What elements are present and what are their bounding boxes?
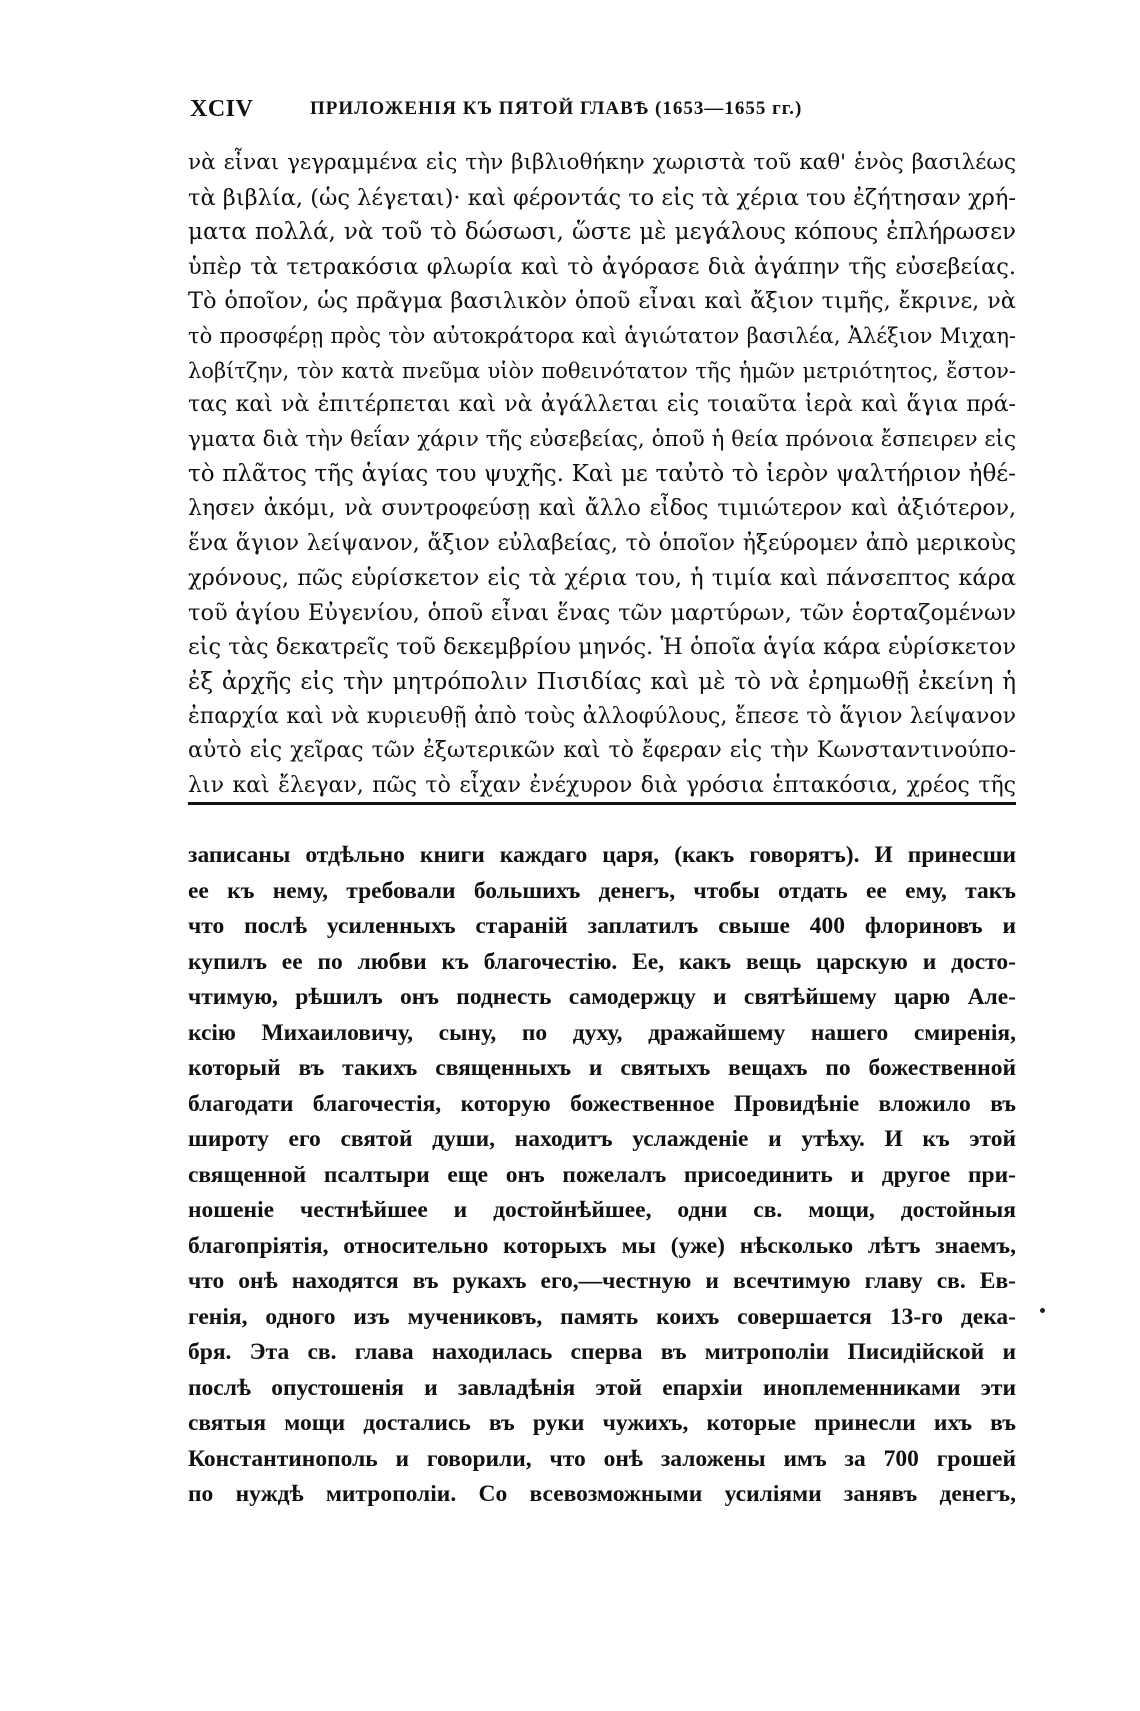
- russian-line: купилъ ее по любви къ благочестію. Ее, какъ вещь царскую и досто-: [188, 948, 1016, 975]
- russian-line: благопріятія, относительно которыхъ мы (уже) нѣсколько лѣтъ знаемъ,: [188, 1232, 1016, 1259]
- running-head: [190, 96, 1020, 126]
- russian-line: святыя мощи достались въ руки чужихъ, которые принесли ихъ въ: [188, 1410, 1016, 1436]
- section-divider: [188, 802, 1016, 805]
- greek-line: τας καὶ νὰ ἐπιτέρπεται καὶ νὰ ἀγάλλεται εἰς τοιαῦτα ἱερὰ καὶ ἅγια πρά-: [188, 392, 1016, 418]
- margin-mark: [1040, 1308, 1045, 1313]
- russian-line: что онѣ находятся въ рукахъ его,—честную и всечтимую главу св. Ев-: [188, 1268, 1016, 1294]
- russian-line: широту его святой души, находитъ услажденіе и утѣху. И къ этой: [188, 1126, 1016, 1152]
- russian-line: ее къ нему, требовали большихъ денегъ, чтобы отдать ее ему, такъ: [188, 877, 1016, 904]
- greek-line: λοβίτζην, τὸν κατὰ πνεῦμα υἱὸν ποθεινότατον τῆς ἡμῶν μετριότητος, ἔστον-: [188, 358, 1016, 383]
- russian-line: генія, одного изъ мучениковъ, память коихъ совершается 13-го дека-: [188, 1303, 1016, 1330]
- russian-line: который въ такихъ священныхъ и святыхъ вещахъ по божественной: [188, 1055, 1016, 1081]
- greek-line: τοῦ ἁγίου Εὐγενίου, ὁποῦ εἶναι ἕνας τῶν μαρτύρων, τῶν ἑορταζομένων: [188, 599, 1016, 626]
- russian-line: чтимую, рѣшилъ онъ поднесть самодержцу и святѣйшему царю Але-: [188, 984, 1016, 1010]
- greek-line: εἰς τὰς δεκατρεῖς τοῦ δεκεμβρίου μηνός. Ἡ ὁποῖα ἁγία κάρα εὑρίσκετον: [188, 634, 1016, 661]
- greek-line: τὸ πλᾶτος τῆς ἁγίας του ψυχῆς. Καὶ με ταὐτὸ τὸ ἱερὸν ψαλτήριον ἠθέ-: [188, 461, 1016, 488]
- greek-line: ματα πολλά, νὰ τοῦ τὸ δώσωσι, ὥστε μὲ μεγάλους κόπους ἐπλήρωσεν: [188, 219, 1016, 246]
- greek-line: λησεν ἀκόμι, νὰ συντροφεύσῃ καὶ ἄλλο εἶδος τιμιώτερον καὶ ἀξιότερον,: [188, 495, 1016, 521]
- greek-line: γματα διὰ τὴν θεΐαν χάριν τῆς εὐσεβείας, ὁποῦ ἡ θεία πρόνοια ἔσπειρεν εἰς: [188, 426, 1016, 452]
- russian-translation-block: [188, 838, 1016, 1513]
- page-number: XCIV: [190, 96, 254, 122]
- russian-line: священной псалтыри еще онъ пожелалъ присоединить и другое при-: [188, 1161, 1016, 1188]
- russian-line: благодати благочестія, которую божественное Провидѣніе вложило въ: [188, 1090, 1016, 1117]
- greek-line: τὰ βιβλία, (ὡς λέγεται)· καὶ φέροντάς το εἰς τὰ χέρια του ἐζήτησαν χρή-: [188, 184, 1016, 211]
- russian-line: по нуждѣ митрополіи. Со всевозможными усиліями занявъ денегъ,: [188, 1481, 1016, 1507]
- greek-line: νὰ εἶναι γεγραμμένα εἰς τὴν βιβλιοθήκην χωριστὰ τοῦ καθ' ἑνὸς βασιλέως: [188, 150, 1016, 175]
- russian-line: бря. Эта св. глава находилась сперва въ митрополіи Писидійской и: [188, 1339, 1016, 1365]
- greek-line: αὐτὸ εἰς χεῖρας τῶν ἐξωτερικῶν καὶ τὸ ἔφεραν εἰς τὴν Κωνσταντινούπο-: [188, 738, 1016, 764]
- greek-line: Τὸ ὁποῖον, ὡς πρᾶγμα βασιλικὸν ὁποῦ εἶναι καὶ ἄξιον τιμῆς, ἔκρινε, νὰ: [188, 288, 1016, 315]
- greek-line: χρόνους, πῶς εὑρίσκετον εἰς τὰ χέρια του, ἡ τιμία καὶ πάνσεπτος κάρα: [188, 565, 1016, 592]
- russian-line: что послѣ усиленныхъ стараній заплатилъ свыше 400 флориновъ и: [188, 913, 1016, 939]
- russian-line: послѣ опустошенія и завладѣнія этой епархіи иноплеменниками эти: [188, 1374, 1016, 1401]
- greek-line: ὑπὲρ τὰ τετρακόσια φλωρία καὶ τὸ ἀγόρασε διὰ ἀγάπην τῆς εὐσεβείας.: [188, 253, 1016, 280]
- russian-line: ксію Михаиловичу, сыну, по духу, дражайшему нашего смиренія,: [188, 1019, 1016, 1046]
- russian-line: записаны отдѣльно книги каждаго царя, (какъ говорятъ). И принесши: [188, 842, 1016, 868]
- russian-line: ношеніе честнѣйшее и достойнѣйшее, одни св. мощи, достойныя: [188, 1197, 1016, 1223]
- running-title: ПРИЛОЖЕНІЯ КЪ ПЯТОЙ ГЛАВѢ (1653—1655 гг.): [310, 98, 803, 119]
- greek-text-block: [188, 146, 1016, 803]
- greek-line: λιν καὶ ἔλεγαν, πῶς τὸ εἶχαν ἐνέχυρον διὰ γρόσια ἑπτακόσια, χρέος τῆς: [188, 772, 1016, 798]
- greek-line: ἐξ ἀρχῆς εἰς τὴν μητρόπολιν Πισιδίας καὶ μὲ τὸ νὰ ἐρημωθῇ ἐκείνη ἡ: [188, 668, 1016, 695]
- greek-line: ἐπαρχία καὶ νὰ κυριευθῇ ἀπὸ τοὺς ἀλλοφύλους, ἔπεσε τὸ ἅγιον λείψανον: [188, 703, 1016, 729]
- greek-line: τὸ προσφέρῃ πρὸς τὸν αὐτοκράτορα καὶ ἁγιώτατον βασιλέα, Ἀλέξιον Μιχαη-: [188, 323, 1016, 348]
- greek-line: ἕνα ἅγιον λείψανον, ἄξιον εὐλαβείας, τὸ ὁποῖον ἠξεύρομεν ἀπὸ μερικοὺς: [188, 530, 1016, 556]
- russian-line: Константинополь и говорили, что онѣ заложены имъ за 700 грошей: [188, 1445, 1016, 1472]
